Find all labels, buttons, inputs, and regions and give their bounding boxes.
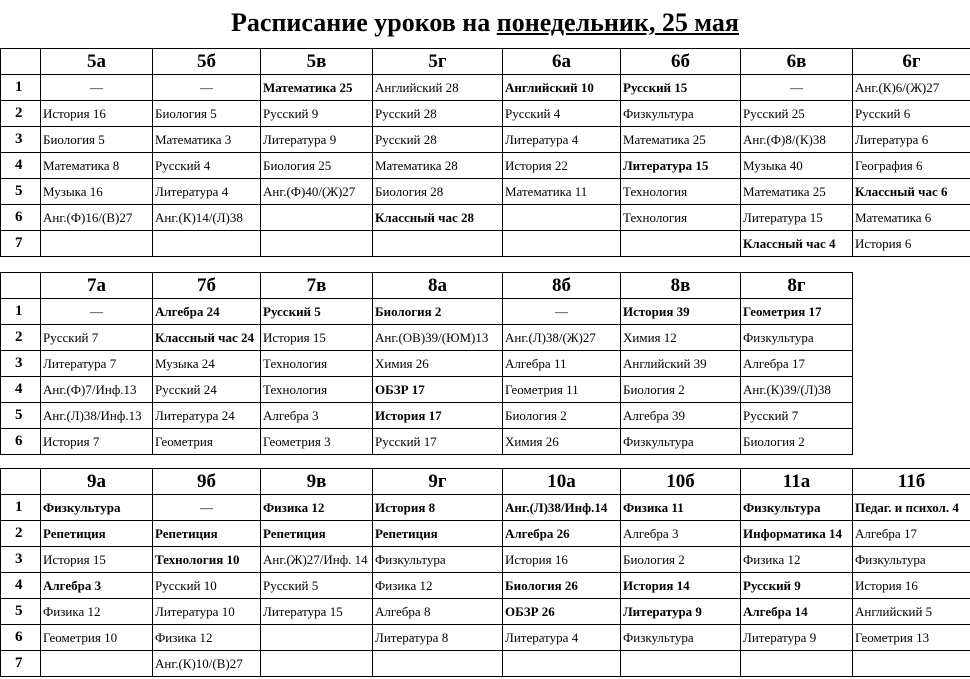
- lesson-number-cell: 7: [1, 231, 41, 257]
- lesson-cell: [373, 651, 503, 677]
- lesson-cell: —: [153, 495, 261, 521]
- lesson-cell: Физкультура: [621, 101, 741, 127]
- lesson-cell: Классный час 24: [153, 325, 261, 351]
- lesson-cell: Педаг. и психол. 4: [853, 495, 970, 521]
- lesson-cell: Литература 10: [153, 599, 261, 625]
- lesson-cell: [261, 205, 373, 231]
- lesson-cell: Алгебра 3: [261, 403, 373, 429]
- lesson-cell: Биология 2: [621, 547, 741, 573]
- lesson-cell: История 17: [373, 403, 503, 429]
- lesson-cell: Анг.(Ф)40/(Ж)27: [261, 179, 373, 205]
- lesson-row: [1, 75, 970, 101]
- lesson-row: [1, 231, 970, 257]
- lesson-cell: Литература 15: [261, 599, 373, 625]
- lesson-cell: [41, 231, 153, 257]
- lesson-cell: Физкультура: [41, 495, 153, 521]
- lesson-cell: История 14: [621, 573, 741, 599]
- lesson-cell: —: [153, 75, 261, 101]
- lesson-cell: Классный час 28: [373, 205, 503, 231]
- class-header-cell: 7б: [153, 273, 261, 299]
- lesson-cell: Анг.(ОВ)39/(ЮМ)13: [373, 325, 503, 351]
- class-header-row: [1, 469, 970, 495]
- lesson-cell: Русский 10: [153, 573, 261, 599]
- lesson-cell: История 16: [41, 101, 153, 127]
- lesson-cell: История 22: [503, 153, 621, 179]
- class-header-cell: 11а: [741, 469, 853, 495]
- lesson-number-cell: 3: [1, 351, 41, 377]
- lesson-cell: Анг.(К)6/(Ж)27: [853, 75, 970, 101]
- lesson-number-cell: 7: [1, 651, 41, 677]
- lesson-cell: [503, 205, 621, 231]
- lesson-cell: Математика 3: [153, 127, 261, 153]
- lesson-cell: [153, 231, 261, 257]
- lesson-cell: Репетиция: [153, 521, 261, 547]
- lesson-cell: Анг.(К)14/(Л)38: [153, 205, 261, 231]
- lesson-cell: [261, 625, 373, 651]
- lesson-number-cell: 3: [1, 127, 41, 153]
- lesson-cell: Технология: [621, 205, 741, 231]
- lesson-cell: Технология: [621, 179, 741, 205]
- class-header-cell: 8в: [621, 273, 741, 299]
- lesson-cell: Русский 5: [261, 299, 373, 325]
- lesson-cell: Биология 5: [41, 127, 153, 153]
- lesson-cell: Литература 9: [261, 127, 373, 153]
- lesson-cell: Русский 7: [41, 325, 153, 351]
- lesson-cell: Алгебра 3: [621, 521, 741, 547]
- lesson-cell: История 15: [261, 325, 373, 351]
- lesson-cell: Литература 15: [621, 153, 741, 179]
- lesson-cell: Русский 24: [153, 377, 261, 403]
- lesson-cell: Алгебра 24: [153, 299, 261, 325]
- lesson-cell: Физкультура: [853, 547, 970, 573]
- lesson-cell: Русский 15: [621, 75, 741, 101]
- lesson-cell: Русский 5: [261, 573, 373, 599]
- lesson-cell: Анг.(Л)38/Инф.13: [41, 403, 153, 429]
- lesson-cell: Геометрия 3: [261, 429, 373, 455]
- lesson-cell: Физкультура: [741, 325, 853, 351]
- class-header-cell: 10б: [621, 469, 741, 495]
- lesson-cell: Физика 12: [153, 625, 261, 651]
- lesson-cell: Английский 39: [621, 351, 741, 377]
- lesson-number-cell: 3: [1, 547, 41, 573]
- lesson-cell: Русский 7: [741, 403, 853, 429]
- header-corner-cell: [1, 49, 41, 75]
- lesson-cell: Математика 11: [503, 179, 621, 205]
- lesson-row: [1, 127, 970, 153]
- lesson-cell: Физика 12: [261, 495, 373, 521]
- lesson-cell: Репетиция: [261, 521, 373, 547]
- page-title: [0, 8, 970, 38]
- lesson-cell: Анг.(Ж)27/Инф. 14: [261, 547, 373, 573]
- lesson-cell: Алгебра 3: [41, 573, 153, 599]
- lesson-cell: Геометрия 17: [741, 299, 853, 325]
- lesson-cell: Биология 2: [503, 403, 621, 429]
- class-header-cell: 10а: [503, 469, 621, 495]
- lesson-row: [1, 153, 970, 179]
- lesson-cell: Алгебра 17: [741, 351, 853, 377]
- class-header-cell: 11б: [853, 469, 970, 495]
- lesson-cell: Биология 28: [373, 179, 503, 205]
- lesson-cell: Русский 28: [373, 101, 503, 127]
- lesson-cell: [373, 231, 503, 257]
- lesson-cell: Физкультура: [621, 625, 741, 651]
- lesson-cell: Физкультура: [741, 495, 853, 521]
- lesson-cell: Музыка 40: [741, 153, 853, 179]
- lesson-cell: История 7: [41, 429, 153, 455]
- header-corner-cell: [1, 273, 41, 299]
- class-header-cell: 6в: [741, 49, 853, 75]
- class-header-cell: 8а: [373, 273, 503, 299]
- lesson-cell: Английский 28: [373, 75, 503, 101]
- lesson-cell: —: [741, 75, 853, 101]
- lesson-cell: Алгебра 8: [373, 599, 503, 625]
- lesson-cell: [741, 651, 853, 677]
- lesson-cell: Русский 28: [373, 127, 503, 153]
- lesson-row: [1, 547, 970, 573]
- lesson-cell: ОБЗР 26: [503, 599, 621, 625]
- lesson-cell: Химия 12: [621, 325, 741, 351]
- class-header-cell: 7а: [41, 273, 153, 299]
- lesson-cell: Музыка 16: [41, 179, 153, 205]
- lesson-cell: Литература 15: [741, 205, 853, 231]
- schedule-table-grades-9-11: [0, 468, 970, 677]
- lesson-row: [1, 179, 970, 205]
- lesson-cell: Русский 4: [153, 153, 261, 179]
- lesson-cell: —: [41, 75, 153, 101]
- lesson-cell: Русский 4: [503, 101, 621, 127]
- lesson-cell: Анг.(Ф)8/(К)38: [741, 127, 853, 153]
- lesson-row: [1, 625, 970, 651]
- lesson-cell: Русский 25: [741, 101, 853, 127]
- lesson-number-cell: 6: [1, 625, 41, 651]
- lesson-cell: Литература 24: [153, 403, 261, 429]
- lesson-number-cell: 1: [1, 495, 41, 521]
- header-corner-cell: [1, 469, 41, 495]
- lesson-cell: История 8: [373, 495, 503, 521]
- lesson-cell: Анг.(Ф)7/Инф.13: [41, 377, 153, 403]
- lesson-cell: Математика 28: [373, 153, 503, 179]
- class-header-cell: 5в: [261, 49, 373, 75]
- lesson-row: [1, 377, 853, 403]
- lesson-cell: Литература 7: [41, 351, 153, 377]
- class-header-cell: 8б: [503, 273, 621, 299]
- schedule-table-grades-7-8: [0, 272, 853, 455]
- lesson-number-cell: 5: [1, 599, 41, 625]
- lesson-cell: Репетиция: [373, 521, 503, 547]
- lesson-cell: Математика 25: [741, 179, 853, 205]
- lesson-cell: Физика 11: [621, 495, 741, 521]
- lesson-cell: Русский 6: [853, 101, 970, 127]
- lesson-cell: —: [41, 299, 153, 325]
- class-header-cell: 7в: [261, 273, 373, 299]
- lesson-row: [1, 325, 853, 351]
- lesson-row: [1, 651, 970, 677]
- lesson-cell: Технология 10: [153, 547, 261, 573]
- lesson-cell: Математика 25: [621, 127, 741, 153]
- class-header-cell: 5б: [153, 49, 261, 75]
- lesson-row: [1, 299, 853, 325]
- lesson-cell: Английский 10: [503, 75, 621, 101]
- class-header-cell: 5а: [41, 49, 153, 75]
- lesson-cell: История 16: [503, 547, 621, 573]
- schedule-table-grades-5-6: [0, 48, 970, 257]
- lesson-cell: Биология 25: [261, 153, 373, 179]
- lesson-cell: Математика 6: [853, 205, 970, 231]
- lesson-cell: Анг.(Ф)16/(В)27: [41, 205, 153, 231]
- lesson-cell: География 6: [853, 153, 970, 179]
- lesson-cell: Физика 12: [41, 599, 153, 625]
- lesson-cell: Литература 9: [621, 599, 741, 625]
- lesson-cell: ОБЗР 17: [373, 377, 503, 403]
- class-header-row: [1, 49, 970, 75]
- lesson-cell: Анг.(К)39/(Л)38: [741, 377, 853, 403]
- lesson-cell: Физика 12: [741, 547, 853, 573]
- class-header-cell: 8г: [741, 273, 853, 299]
- lesson-cell: История 6: [853, 231, 970, 257]
- lesson-row: [1, 573, 970, 599]
- lesson-cell: [621, 651, 741, 677]
- class-header-cell: 6а: [503, 49, 621, 75]
- lesson-cell: Химия 26: [503, 429, 621, 455]
- lesson-row: [1, 495, 970, 521]
- lesson-cell: Геометрия 11: [503, 377, 621, 403]
- lesson-cell: Русский 17: [373, 429, 503, 455]
- lesson-cell: Геометрия 13: [853, 625, 970, 651]
- lesson-cell: [41, 651, 153, 677]
- class-header-cell: 9г: [373, 469, 503, 495]
- lesson-number-cell: 1: [1, 75, 41, 101]
- lesson-cell: [261, 651, 373, 677]
- lesson-cell: Биология 2: [741, 429, 853, 455]
- class-header-cell: 6б: [621, 49, 741, 75]
- lesson-cell: Физкультура: [621, 429, 741, 455]
- lesson-cell: [621, 231, 741, 257]
- lesson-cell: Музыка 24: [153, 351, 261, 377]
- lesson-cell: История 39: [621, 299, 741, 325]
- lesson-cell: Алгебра 17: [853, 521, 970, 547]
- lesson-cell: Математика 8: [41, 153, 153, 179]
- lesson-cell: Литература 9: [741, 625, 853, 651]
- lesson-cell: Литература 4: [503, 127, 621, 153]
- title-prefix: Расписание уроков на: [231, 8, 497, 37]
- title-date: понедельник, 25 мая: [496, 8, 739, 37]
- lesson-number-cell: 4: [1, 377, 41, 403]
- lesson-cell: Биология 26: [503, 573, 621, 599]
- lesson-cell: Литература 6: [853, 127, 970, 153]
- lesson-cell: История 15: [41, 547, 153, 573]
- lesson-row: [1, 429, 853, 455]
- class-header-cell: 9б: [153, 469, 261, 495]
- class-header-cell: 5г: [373, 49, 503, 75]
- lesson-cell: [261, 231, 373, 257]
- class-header-cell: 9в: [261, 469, 373, 495]
- lesson-cell: Алгебра 11: [503, 351, 621, 377]
- lesson-cell: Литература 4: [503, 625, 621, 651]
- lesson-cell: История 16: [853, 573, 970, 599]
- lesson-cell: Классный час 4: [741, 231, 853, 257]
- lesson-cell: Физика 12: [373, 573, 503, 599]
- lesson-cell: Биология 2: [621, 377, 741, 403]
- lesson-cell: Информатика 14: [741, 521, 853, 547]
- lesson-cell: Классный час 6: [853, 179, 970, 205]
- lesson-cell: [503, 231, 621, 257]
- lesson-cell: Литература 8: [373, 625, 503, 651]
- class-header-row: [1, 273, 853, 299]
- lesson-cell: Русский 9: [261, 101, 373, 127]
- lesson-number-cell: 4: [1, 573, 41, 599]
- lesson-number-cell: 6: [1, 429, 41, 455]
- lesson-cell: Анг.(К)10/(В)27: [153, 651, 261, 677]
- class-header-cell: 9а: [41, 469, 153, 495]
- lesson-cell: Биология 5: [153, 101, 261, 127]
- lesson-number-cell: 5: [1, 179, 41, 205]
- lesson-cell: Химия 26: [373, 351, 503, 377]
- lesson-number-cell: 2: [1, 325, 41, 351]
- lesson-cell: Анг.(Л)38/Инф.14: [503, 495, 621, 521]
- lesson-cell: Геометрия: [153, 429, 261, 455]
- lesson-cell: —: [503, 299, 621, 325]
- lesson-cell: Геометрия 10: [41, 625, 153, 651]
- lesson-cell: Биология 2: [373, 299, 503, 325]
- lesson-cell: Алгебра 26: [503, 521, 621, 547]
- lesson-number-cell: 1: [1, 299, 41, 325]
- lesson-number-cell: 6: [1, 205, 41, 231]
- lesson-number-cell: 2: [1, 521, 41, 547]
- lesson-row: [1, 521, 970, 547]
- lesson-cell: Технология: [261, 377, 373, 403]
- lesson-cell: Технология: [261, 351, 373, 377]
- class-header-cell: 6г: [853, 49, 970, 75]
- lesson-cell: Английский 5: [853, 599, 970, 625]
- lesson-cell: Литература 4: [153, 179, 261, 205]
- lesson-cell: Русский 9: [741, 573, 853, 599]
- lesson-cell: [853, 651, 970, 677]
- lesson-row: [1, 351, 853, 377]
- lesson-row: [1, 101, 970, 127]
- lesson-row: [1, 403, 853, 429]
- lesson-row: [1, 599, 970, 625]
- lesson-cell: Алгебра 14: [741, 599, 853, 625]
- lesson-cell: Репетиция: [41, 521, 153, 547]
- lesson-cell: Алгебра 39: [621, 403, 741, 429]
- lesson-number-cell: 4: [1, 153, 41, 179]
- lesson-cell: [503, 651, 621, 677]
- lesson-number-cell: 2: [1, 101, 41, 127]
- lesson-cell: Физкультура: [373, 547, 503, 573]
- lesson-row: [1, 205, 970, 231]
- lesson-number-cell: 5: [1, 403, 41, 429]
- lesson-cell: Математика 25: [261, 75, 373, 101]
- lesson-cell: Анг.(Л)38/(Ж)27: [503, 325, 621, 351]
